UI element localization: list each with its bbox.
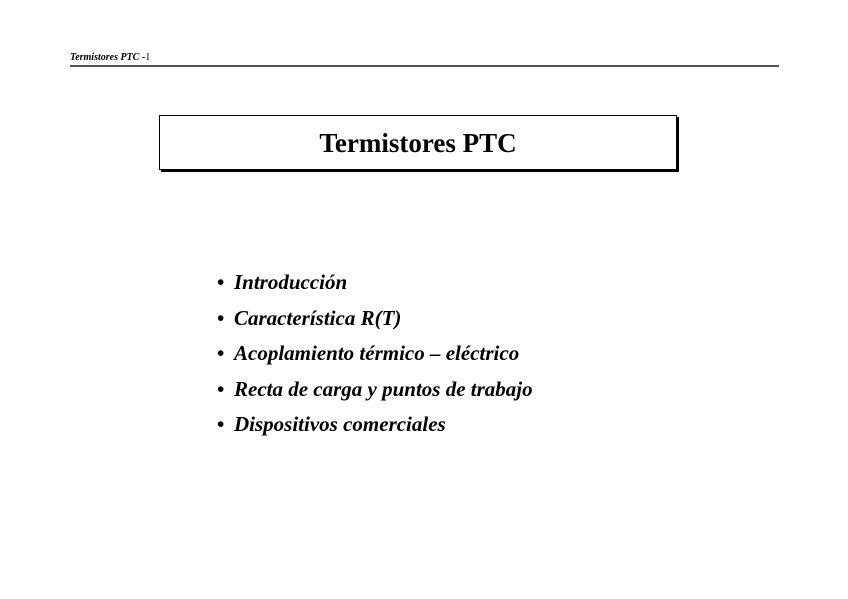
running-header-separator: - — [141, 52, 146, 63]
list-item-text: Característica R(T) — [234, 305, 402, 330]
list-item — [217, 301, 533, 337]
list-item — [217, 336, 533, 372]
title-box — [159, 115, 677, 170]
slide-title: Termistores PTC — [319, 127, 517, 158]
topic-list — [217, 265, 533, 443]
list-item-text: Dispositivos comerciales — [234, 412, 446, 436]
list-item — [217, 372, 533, 408]
running-header — [70, 52, 150, 64]
bullet-icon: • — [217, 376, 225, 401]
bullet-icon: • — [217, 270, 225, 294]
list-item — [217, 407, 533, 443]
bullet-icon: • — [217, 412, 225, 436]
page-number: 1 — [145, 52, 151, 63]
list-item — [217, 265, 533, 301]
bullet-icon: • — [217, 305, 225, 330]
bullet-icon: • — [217, 341, 225, 365]
running-header-title: Termistores PTC — [70, 52, 140, 63]
list-item-text: Acoplamiento térmico – eléctrico — [234, 341, 520, 365]
header-divider — [70, 65, 779, 67]
list-item-text: Recta de carga y puntos de trabajo — [234, 376, 533, 401]
list-item-text: Introducción — [234, 270, 348, 294]
